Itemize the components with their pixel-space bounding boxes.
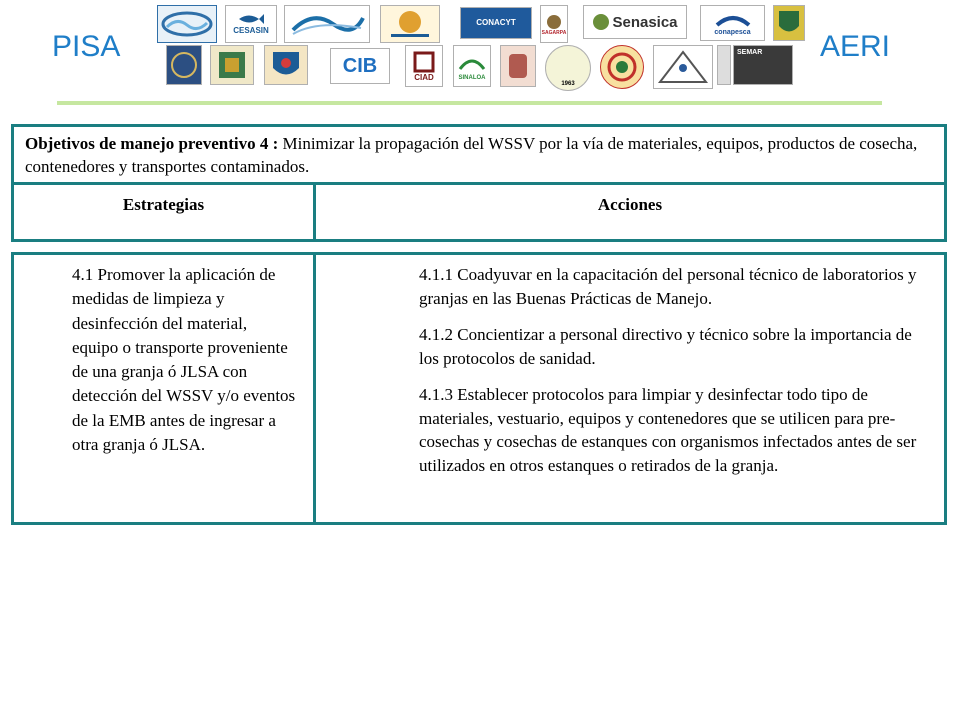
- logo-18: [600, 45, 644, 89]
- strategy-actions-table: [11, 252, 947, 525]
- action-item: 4.1.3 Establecer protocolos para limpiar y desinfectar todo tipo de materiales, vestuario, equipos y contenedores que se utilicen para pre-cosechas y cosechas de estanques con organismos infectados antes de ser utilizados en otros estanques o retirados de la granja.: [419, 385, 917, 475]
- fish-arc-icon: [713, 11, 753, 29]
- triangle-network-icon: [656, 48, 710, 86]
- logo-cesasin: [225, 5, 277, 43]
- logo-12: [264, 45, 308, 85]
- logo-4: [380, 5, 440, 43]
- glyph-emblem-icon: [503, 48, 533, 84]
- logo-conacyt: [460, 7, 532, 39]
- objective-label: Objetivos de manejo preventivo 4 :: [25, 134, 279, 153]
- logo-senasica-label: Senasica: [612, 13, 678, 31]
- coat-of-arms-icon: [213, 48, 251, 82]
- logo-19: [653, 45, 713, 89]
- action-item: 4.1.2 Concientizar a personal directivo y técnico sobre la importancia de los protocolos de sanidad.: [419, 325, 912, 368]
- wave-logo-icon: [287, 8, 367, 40]
- logo-16: [500, 45, 536, 87]
- header-divider: [57, 101, 882, 105]
- objective-text: Minimizar la propagación del WSSV por la vía de materiales, equipos, productos de cosecha, contenedores y transportes contaminados.: [25, 134, 918, 176]
- wave-emblem-icon: [159, 7, 215, 41]
- round-seal-icon: [605, 50, 639, 84]
- logo-conapesca: [700, 5, 765, 41]
- logo-semar: [733, 45, 793, 85]
- logo-conapesca-label: conapesca: [714, 28, 751, 36]
- logo-sagarpa: [540, 5, 568, 43]
- eagle-seal-icon: [545, 13, 563, 31]
- ciad-mark-icon: [412, 50, 436, 74]
- logo-sinaloa: [453, 45, 491, 87]
- column-divider: [313, 255, 316, 522]
- logo-conacyt-label: CONACYT: [476, 18, 516, 27]
- brand-left-title: PISA: [52, 30, 121, 63]
- logo-9: [773, 5, 805, 41]
- university-seal-icon: [169, 48, 199, 82]
- strategy-cell: 4.1 Promover la aplicación de medidas de limpieza y desinfección del material, equipo o transporte proveniente de una granja ó JLSA con detección del WSSV y/o eventos de la EMB antes de ingresar a otra granja ó JLSA.: [72, 265, 296, 455]
- logo-17: [545, 45, 591, 91]
- action-item: 4.1.1 Coadyuvar en la capacitación del personal técnico de laboratorios y granjas en las Buenas Prácticas de Manejo.: [419, 265, 917, 308]
- logo-17-label: 1963: [561, 81, 575, 87]
- shield-icon: [776, 8, 802, 38]
- logo-3: [284, 5, 370, 43]
- logo-senasica: [583, 5, 687, 39]
- brand-right-title: AERI: [819, 30, 890, 63]
- state-shield-icon: [267, 48, 305, 82]
- fish-icon: [237, 12, 265, 26]
- seal-icon: [591, 12, 611, 32]
- strategies-header: Estrategias: [122, 195, 205, 214]
- logo-cib-label: CIB: [342, 55, 378, 77]
- objective-table: [11, 124, 947, 242]
- logo-11: [210, 45, 254, 85]
- logo-cesasin-label: CESASIN: [233, 26, 269, 35]
- logo-ciad: [405, 45, 443, 87]
- logo-ciad-label: CIAD: [414, 73, 434, 82]
- logo-semar-label: SEMAR: [737, 49, 763, 56]
- logo-sinaloa-label: SINALOA: [458, 75, 486, 81]
- sinaloa-mark-icon: [458, 51, 486, 75]
- objective-cell: [14, 127, 944, 185]
- logo-1: [157, 5, 217, 43]
- logo-sagarpa-label: SAGARPA: [541, 29, 567, 36]
- logo-20: [717, 45, 731, 85]
- emblem-icon: [383, 8, 437, 40]
- actions-cell: [419, 263, 934, 490]
- logo-10: [166, 45, 202, 85]
- logo-cib: [330, 48, 390, 84]
- actions-header: Acciones: [597, 195, 663, 214]
